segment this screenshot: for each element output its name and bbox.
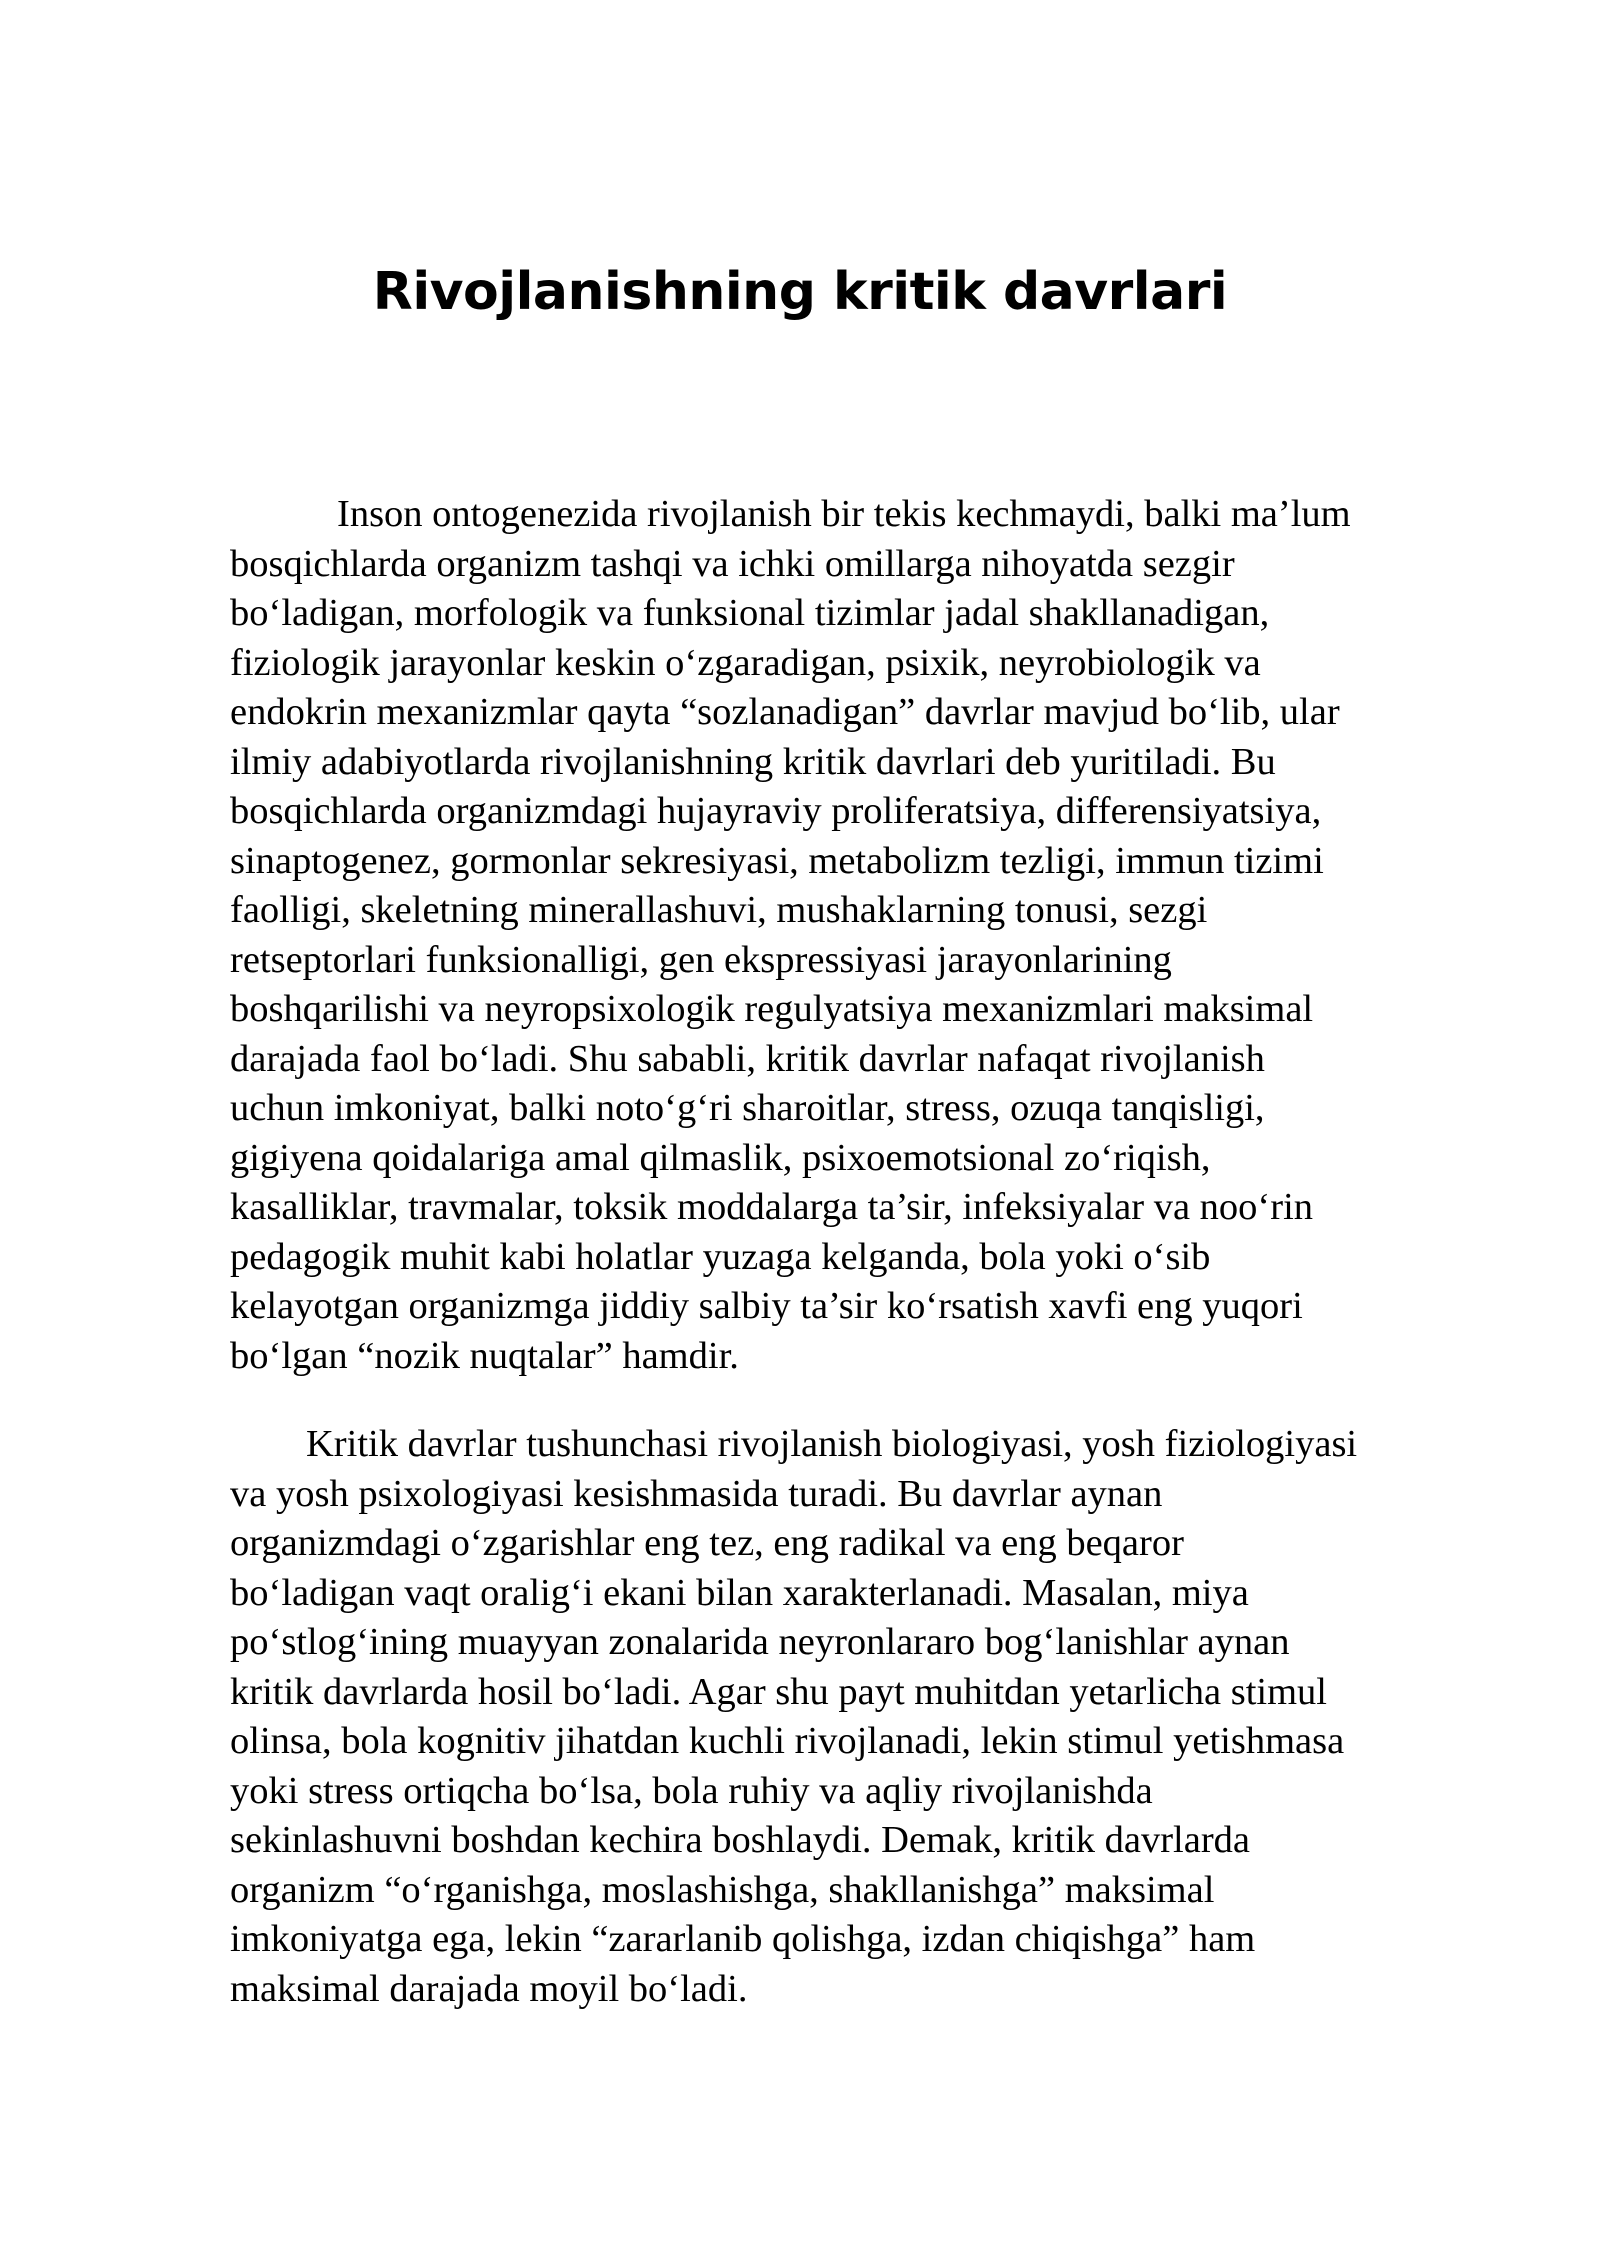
paragraph-line: yoki stress ortiqcha bo‘lsa, bola ruhiy va aqliy rivojlanishda xyxy=(230,1769,1153,1812)
paragraph-line: ilmiy adabiyotlarda rivojlanishning kritik davrlari deb yuritiladi. Bu xyxy=(230,740,1276,783)
paragraph-line: faolligi, skeletning minerallashuvi, mushaklarning tonusi, sezgi xyxy=(230,889,1208,931)
paragraph-line: bosqichlarda organizm tashqi va ichki omillarga nihoyatda sezgir xyxy=(230,542,1235,585)
paragraph-line: Inson ontogenezida rivojlanish bir tekis kechmaydi, balki ma’lum xyxy=(337,493,1351,535)
paragraph-line: darajada faol bo‘ladi. Shu sababli, kritik davrlar nafaqat rivojlanish xyxy=(230,1037,1265,1080)
paragraph-line: imkoniyatga ega, lekin “zararlanib qolishga, izdan chiqishga” ham xyxy=(230,1918,1256,1960)
paragraph-line: boshqarilishi va neyropsixologik regulyatsiya mexanizmlari maksimal xyxy=(230,988,1314,1030)
paragraph-line: Kritik davrlar tushunchasi rivojlanish biologiyasi, yosh fiziologiyasi xyxy=(306,1423,1358,1465)
paragraph-line: bo‘lgan “nozik nuqtalar” hamdir. xyxy=(230,1334,739,1377)
paragraph-line: maksimal darajada moyil bo‘ladi. xyxy=(230,1967,748,2010)
paragraph-line: gigiyena qoidalariga amal qilmaslik, psixoemotsional zo‘riqish, xyxy=(230,1136,1211,1179)
paragraph-line: va yosh psixologiyasi kesishmasida turadi. Bu davrlar aynan xyxy=(230,1472,1163,1515)
paragraph-line: bo‘ladigan, morfologik va funksional tizimlar jadal shakllanadigan, xyxy=(230,592,1270,634)
paragraph-1 xyxy=(230,490,1485,1381)
paragraph-line: bo‘ladigan vaqt oralig‘i ekani bilan xarakterlanadi. Masalan, miya xyxy=(230,1571,1249,1614)
paragraph-line: sekinlashuvni boshdan kechira boshlaydi. Demak, kritik davrlarda xyxy=(230,1819,1250,1861)
paragraph-line: kasalliklar, travmalar, toksik moddalarga ta’sir, infeksiyalar va noo‘rin xyxy=(230,1186,1314,1228)
document-title: Rivojlanishning kritik davrlari xyxy=(372,262,1228,322)
paragraph-line: olinsa, bola kognitiv jihatdan kuchli rivojlanadi, lekin stimul yetishmasa xyxy=(230,1720,1345,1762)
paragraph-line: organizmdagi o‘zgarishlar eng tez, eng radikal va eng beqaror xyxy=(230,1522,1184,1564)
paragraph-line: fiziologik jarayonlar keskin o‘zgaradigan, psixik, neyrobiologik va xyxy=(230,641,1261,684)
paragraph-line: kritik davrlarda hosil bo‘ladi. Agar shu payt muhitdan yetarlicha stimul xyxy=(230,1670,1328,1713)
paragraph-line: po‘stlog‘ining muayyan zonalarida neyronlararo bog‘lanishlar aynan xyxy=(230,1621,1290,1663)
paragraph-line: organizm “o‘rganishga, moslashishga, shakllanishga” maksimal xyxy=(230,1868,1215,1911)
paragraph-2 xyxy=(230,1420,1485,2014)
paragraph-line: pedagogik muhit kabi holatlar yuzaga kelganda, bola yoki o‘sib xyxy=(230,1235,1211,1278)
paragraph-line: kelayotgan organizmga jiddiy salbiy ta’sir ko‘rsatish xavfi eng yuqori xyxy=(230,1285,1303,1327)
paragraph-line: endokrin mexanizmlar qayta “sozlanadigan” davrlar mavjud bo‘lib, ular xyxy=(230,691,1340,733)
paragraph-line: sinaptogenez, gormonlar sekresiyasi, metabolizm tezligi, immun tizimi xyxy=(230,839,1324,882)
paragraph-line: bosqichlarda organizmdagi hujayraviy proliferatsiya, differensiyatsiya, xyxy=(230,790,1322,832)
paragraph-line: retseptorlari funksionalligi, gen ekspressiyasi jarayonlarining xyxy=(230,938,1172,981)
paragraph-line: uchun imkoniyat, balki noto‘g‘ri sharoitlar, stress, ozuqa tanqisligi, xyxy=(230,1087,1265,1129)
